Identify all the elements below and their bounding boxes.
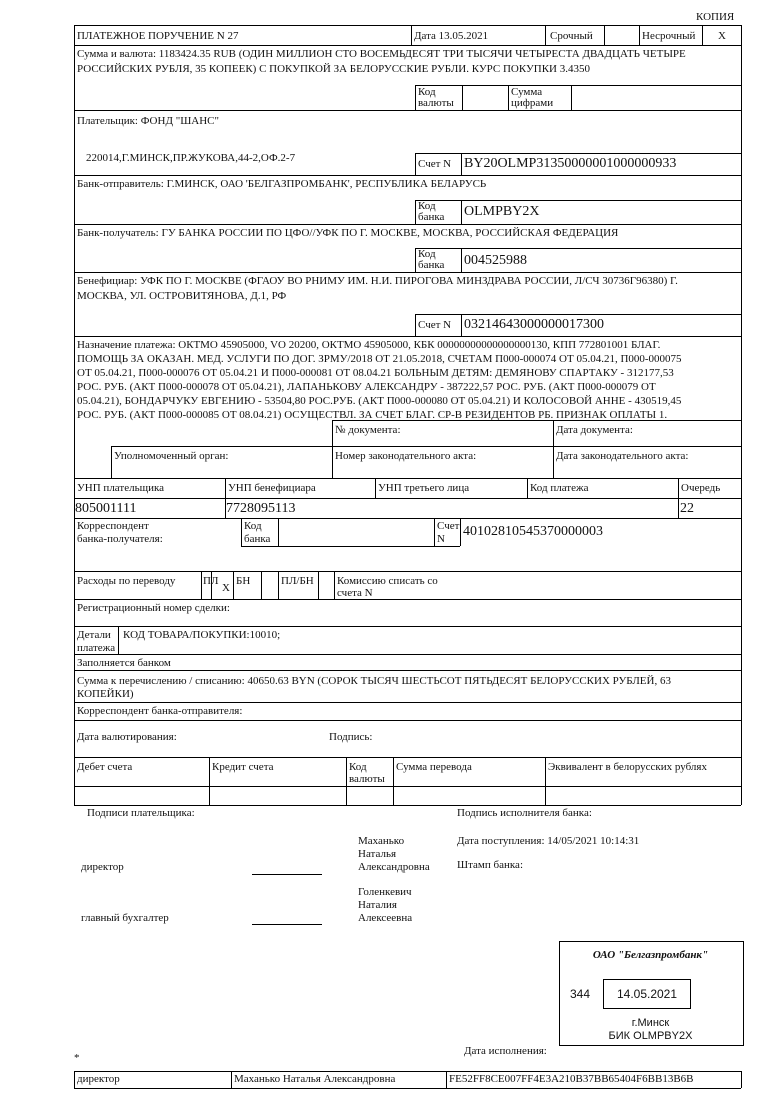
authority-label: Уполномоченный орган:	[114, 450, 229, 462]
sum-digits-label-1: Сумма	[511, 86, 543, 98]
receiver-bank: Банк-получатель: ГУ БАНКА РОССИИ ПО ЦФО//УФК ПО Г. МОСКВЕ, МОСКВА, РОССИЙСКАЯ ФЕДЕРАЦИЯ	[77, 227, 619, 239]
commission-label-2: счета N	[337, 587, 373, 599]
value-date-label: Дата валютирования:	[77, 731, 177, 743]
asterisk: *	[74, 1052, 80, 1064]
sum-transfer-line-1: Сумма к перечислению / списанию: 40650.63 BYN (СОРОК ТЫСЯЧ ШЕСТЬСОТ ПЯТЬДЕСЯТ БЕЛОРУССКИХ РУБЛЕЙ, 63	[77, 675, 671, 687]
beneficiary-line-2: МОСКВА, УЛ. ОСТРОВИТЯНОВА, Д.1, РФ	[77, 290, 287, 302]
payer-address: 220014,Г.МИНСК,ПР.ЖУКОВА,44-2,ОФ.2-7	[86, 152, 296, 164]
purpose-line-4: РОС. РУБ. (АКТ П000-000078 ОТ 05.04.21), ЛАПАНЬКОВУ АЛЕКСАНДРУ - 387222,57 РОС. РУБ. (АКТ П000-000079 ОТ	[77, 381, 656, 393]
copy-label: КОПИЯ	[696, 11, 735, 23]
exec-date-label: Дата исполнения:	[464, 1045, 547, 1057]
details-label-2: платежа	[77, 642, 116, 654]
payment-code-label: Код платежа	[530, 482, 589, 494]
cur-code-label-2: валюты	[349, 773, 385, 785]
corr-sender-label: Корреспондент банка-отправителя:	[77, 705, 243, 717]
currency-code-label-1: Код	[418, 86, 436, 98]
act-number-label: Номер законодательного акта:	[335, 450, 477, 462]
chief-accountant-label: главный бухгалтер	[81, 912, 169, 924]
doc-date-label: Дата документа:	[556, 424, 633, 436]
sender-bank-code: OLMPBY2X	[464, 204, 540, 219]
unp-beneficiary-label: УНП бенефициара	[228, 482, 316, 494]
receiver-bank-code-label-1: Код	[418, 248, 436, 260]
payer-signatures-label: Подписи плательщика:	[87, 807, 195, 819]
sum-digits-label-2: цифрами	[511, 97, 554, 109]
unp-payer: 805001111	[75, 501, 137, 516]
stamp-bank-name: ОАО "Белгазпромбанк"	[592, 949, 709, 961]
purpose-line-3: ОТ 05.04.21, П000-000076 ОТ 05.04.21 И П000-000081 ОТ 08.04.21 БОЛЬНЫМ ДЕТЯМ: ДЕМЯНОВУ СПАРТАКУ - 312177,53	[77, 367, 674, 379]
currency-code-label-2: валюты	[418, 97, 454, 109]
purpose-line-6: РОС. РУБ. (АКТ П000-000085 ОТ 08.04.21) ОСУЩЕСТВЛ. ЗА СЧЕТ БЛАГ. СР-В РЕЗИДЕНТОВ РБ. ПРИЗНАК ОПЛАТЫ 1.	[77, 409, 668, 421]
payer-name: Плательщик: ФОНД "ШАНС"	[77, 115, 220, 127]
director-label: директор	[81, 861, 124, 873]
payer-account: BY20OLMP31350000001000000933	[464, 156, 677, 171]
queue-value: 22	[680, 501, 694, 516]
footer-name: Маханько Наталья Александровна	[234, 1073, 396, 1085]
bank-stamp-label: Штамп банка:	[457, 859, 523, 871]
unp-beneficiary: 7728095113	[226, 501, 296, 516]
director-name-3: Александровна	[358, 861, 430, 873]
details-label-1: Детали	[77, 629, 111, 641]
commission-label-1: Комиссию списать со	[337, 575, 438, 587]
accountant-name-3: Алексеевна	[358, 912, 413, 924]
accountant-name-2: Наталия	[358, 899, 397, 911]
footer-position: директор	[77, 1073, 120, 1085]
stamp-city: г.Минск	[631, 1017, 670, 1029]
doc-number-label: № документа:	[335, 424, 401, 436]
queue-label: Очередь	[681, 482, 721, 494]
non-urgent-label: Несрочный	[642, 30, 696, 42]
purpose-line-2: ПОМОЩЬ ЗА ОКАЗАН. МЕД. УСЛУГИ ПО ДОГ. ЗРМУ/2018 ОТ 21.05.2018, СЧЕТАМ П000-000074 ОТ 05.04.21, П000-000075	[77, 353, 682, 365]
receiver-bank-code-label-2: банка	[418, 259, 445, 271]
director-name-2: Наталья	[358, 848, 397, 860]
pl-mark: X	[222, 582, 230, 594]
beneficiary-line-1: Бенефициар: УФК ПО Г. МОСКВЕ (ФГАОУ ВО РНИМУ ИМ. Н.И. ПИРОГОВА МИНЗДРАВА РОССИИ, Л/СЧ 30736Г96380) Г.	[77, 275, 678, 287]
details-value: КОД ТОВАРА/ПОКУПКИ:10010;	[123, 629, 281, 641]
accountant-name-1: Голенкевич	[358, 886, 412, 898]
stamp-date: 14.05.2021	[603, 979, 691, 1009]
receipt-date: Дата поступления: 14/05/2021 10:14:31	[457, 835, 640, 847]
stamp-bic: БИК OLMPBY2X	[608, 1030, 693, 1042]
bn-label: БН	[236, 575, 251, 587]
signature-label: Подпись:	[329, 731, 373, 743]
sum-transfer-line-2: КОПЕЙКИ)	[77, 688, 134, 700]
unp-payer-label: УНП плательщика	[77, 482, 165, 494]
credit-label: Кредит счета	[212, 761, 274, 773]
beneficiary-account-label: Счет N	[418, 319, 452, 331]
expenses-label: Расходы по переводу	[77, 575, 176, 587]
urgent-label: Срочный	[550, 30, 593, 42]
sender-bank: Банк-отправитель: Г.МИНСК, ОАО 'БЕЛГАЗПРОМБАНК', РЕСПУБЛИКА БЕЛАРУСЬ	[77, 178, 487, 190]
corr-account-label-1: Счет	[437, 520, 460, 532]
amount-line-1: Сумма и валюта: 1183424.35 RUB (ОДИН МИЛЛИОН СТО ВОСЕМЬДЕСЯТ ТРИ ТЫСЯЧИ ЧЕТЫРЕСТА ДВАДЦАТЬ ЧЕТЫРЕ	[77, 48, 686, 60]
corr-code-label-1: Код	[244, 520, 262, 532]
sender-bank-code-label-2: банка	[418, 211, 445, 223]
equivalent-label: Эквивалент в белорусских рублях	[548, 761, 707, 773]
act-date-label: Дата законодательного акта:	[556, 450, 689, 462]
unp-third-party-label: УНП третьего лица	[378, 482, 470, 494]
sender-bank-code-label-1: Код	[418, 200, 436, 212]
beneficiary-account: 03214643000000017300	[464, 317, 604, 332]
footer-hash: FE52FF8CE007FF4E3A210B37BB65404F6BB13B6B	[449, 1073, 694, 1085]
purpose-line-1: Назначение платежа: ОКТМО 45905000, VO 20200, ОКТМО 45905000, КБК 00000000000000000130, КПП 772801001 БЛАГ.	[77, 339, 661, 351]
non-urgent-mark: X	[718, 30, 726, 42]
corr-account-label-2: N	[437, 533, 445, 545]
cur-code-label-1: Код	[349, 761, 367, 773]
pl-label: ПЛ	[203, 575, 219, 587]
receiver-bank-code: 004525988	[464, 253, 527, 268]
accountant-signature-line	[252, 924, 322, 925]
transfer-sum-label: Сумма перевода	[396, 761, 472, 773]
corr-account: 40102810545370000003	[463, 524, 603, 539]
debit-label: Дебет счета	[77, 761, 133, 773]
director-signature-line	[252, 874, 322, 875]
reg-number-label: Регистрационный номер сделки:	[77, 602, 230, 614]
corr-label-2: банка-получателя:	[77, 533, 163, 545]
director-name-1: Маханько	[358, 835, 405, 847]
payer-account-label: Счет N	[418, 158, 452, 170]
doc-date: Дата 13.05.2021	[414, 30, 489, 42]
filled-by-bank: Заполняется банком	[77, 657, 171, 669]
purpose-line-5: 05.04.21), БОНДАРЧУКУ ЕВГЕНИЮ - 53504,80 РОС.РУБ. (АКТ П000-000080 ОТ 05.04.21) И КОЛОСОВОЙ АННЕ - 430519,45	[77, 395, 682, 407]
corr-label-1: Корреспондент	[77, 520, 149, 532]
amount-line-2: РОССИЙСКИХ РУБЛЯ, 35 КОПЕЕК) С ПОКУПКОЙ ЗА БЕЛОРУССКИЕ РУБЛИ. КУРС ПОКУПКИ 3.4350	[77, 63, 590, 75]
corr-code-label-2: банка	[244, 533, 271, 545]
stamp-number: 344	[570, 987, 591, 1001]
plbn-label: ПЛ/БН	[281, 575, 314, 587]
doc-title: ПЛАТЕЖНОЕ ПОРУЧЕНИЕ N 27	[77, 30, 239, 42]
executor-signature-label: Подпись исполнителя банка:	[457, 807, 592, 819]
